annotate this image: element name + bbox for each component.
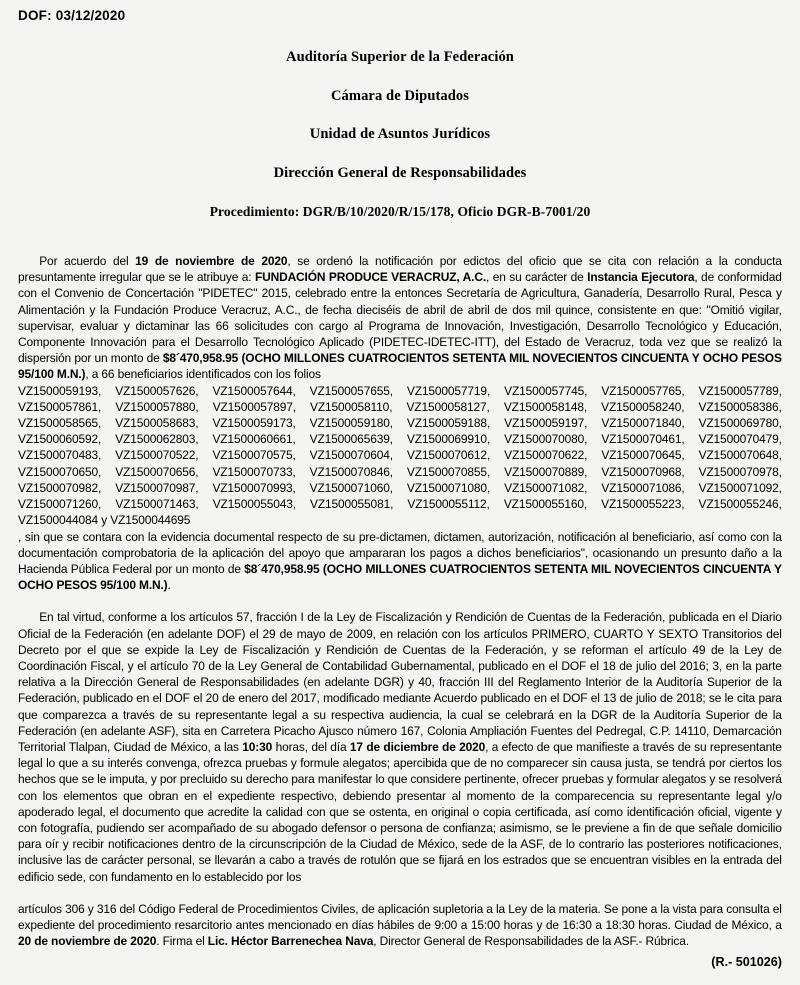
heading-line-directorate: Dirección General de Responsabilidades <box>273 164 527 181</box>
folio-number: VZ1500060661 <box>212 432 293 447</box>
folio-number: VZ1500070522 <box>115 448 196 463</box>
folio-number: VZ1500070855 <box>406 464 487 479</box>
folio-number: VZ1500070733 <box>212 464 293 479</box>
folio-number: VZ1500055112 <box>407 497 487 512</box>
folio-number: VZ1500071260 <box>18 497 99 512</box>
p2-hearing-time: 10:30 <box>242 739 273 754</box>
folio-number: VZ1500055246 <box>698 497 779 512</box>
folio-number: VZ1500070604 <box>309 448 390 463</box>
p2-seg-2: horas, del día <box>272 739 350 754</box>
folio-number: VZ1500070846 <box>309 464 390 479</box>
p1-role-instancia-ejecutora: Instancia Ejecutora <box>587 270 695 285</box>
folio-number: VZ1500071086 <box>601 480 682 495</box>
folio-number: VZ1500070080 <box>504 432 585 447</box>
folio-number: VZ1500059197 <box>504 416 585 431</box>
p3-seg-1: artículos 306 y 316 del Código Federal de Procedimientos Civiles, de aplicación supletoria a la Ley de la materia. Se pone a la vista para consulta el expediente del procedimiento resarcitorio antes mencionado en días hábiles de 9:00 a 15:00 horas y de 16:30 a 18:30 horas. Ciudad de México, a <box>18 901 782 932</box>
folio-number: VZ1500070612 <box>406 448 487 463</box>
p2-seg-3: , a efecto de que manifieste a través de su representante legal lo que a su interés convenga, ofrezca pruebas y formule alegatos; apercibida que de no comparecer sin causa justa, se tendrá por ciertos los hechos que se le imputa, y por precluido su derecho para manifestar lo que considere pertinente, ofrecer pruebas y formular alegatos y se resolverá con los elementos que obran en el expediente respectivo, debiendo presentar al momento de la comparecencia su representante legal y/o apoderado legal, el documento que acredite la calidad con que se ostenta, en original o copia certificada, así como identificación oficial, vigente y con fotografía, pudiendo ser acompañado de su abogado defensor o persona de confianza; asimismo, se le previene a fin de que señale domicilio para oír y recibir notificaciones dentro de la circunscripción de la Ciudad de México, sede de la ASF, de lo contrario las posteriores notificaciones, inclusive las de carácter personal, se llevarán a cabo a través de rotulón que se fijará en los estrados que se encuentran visibles en la entrada del edificio sede, con fundamento en lo establecido por los <box>18 739 782 884</box>
p3-seg-2: . Firma el <box>156 934 208 949</box>
folio-number: VZ1500055223 <box>601 497 682 512</box>
document-heading-block <box>18 49 782 219</box>
folio-number: VZ1500057626 <box>115 383 196 398</box>
folio-number: VZ1500058148 <box>503 399 584 414</box>
folio-number: VZ1500070479 <box>698 432 779 447</box>
folio-number: VZ1500057644 <box>212 383 293 398</box>
folio-number: VZ1500057897 <box>212 399 293 414</box>
folio-number: VZ1500071463 <box>115 497 196 512</box>
folio-number: VZ1500057861 <box>18 399 99 414</box>
paragraph-fundamento-legal <box>18 609 782 884</box>
folio-number: VZ1500070978 <box>698 464 779 479</box>
folio-number: VZ1500058565 <box>18 416 99 431</box>
folio-number: VZ1500071840 <box>601 416 682 431</box>
heading-line-unit: Unidad de Asuntos Jurídicos <box>309 126 491 143</box>
folio-number: VZ1500070656 <box>115 464 196 479</box>
p1-amount-dispersion: $8´470,958.95 (OCHO MILLONES CUATROCIENTOS SETENTA MIL NOVECIENTOS CINCUENTA Y OCHO PESOS 95/100 M.N.) <box>18 351 782 382</box>
folio-number: VZ1500059173 <box>212 416 293 431</box>
folio-number: VZ1500070982 <box>18 480 99 495</box>
folio-number: VZ1500071092 <box>698 480 779 495</box>
folio-number: VZ1500055081 <box>310 497 391 512</box>
p3-signatory-name: Lic. Héctor Barrenechea Nava <box>207 934 374 949</box>
p1-seg-7: . <box>167 578 171 593</box>
p3-seg-3: , Director General de Responsabilidades de la ASF.- Rúbrica. <box>373 934 689 949</box>
folio-number: VZ1500055043 <box>212 497 293 512</box>
folio-number: VZ1500058683 <box>115 416 196 431</box>
folio-number: VZ1500044084 <box>18 513 99 528</box>
folio-number: VZ1500069780 <box>698 416 779 431</box>
folio-number: VZ1500070461 <box>601 432 682 447</box>
folio-number: VZ1500070575 <box>212 448 293 463</box>
folio-number: VZ1500059188 <box>406 416 487 431</box>
folio-number: VZ1500058110 <box>310 399 390 414</box>
document-body <box>18 253 782 949</box>
p1-seg-5: , a 66 beneficiarios identificados con los folios <box>85 367 321 382</box>
dof-date-stamp: DOF: 03/12/2020 <box>18 8 126 23</box>
publication-reference-code: (R.- 501026) <box>711 955 782 969</box>
heading-line-institution: Auditoría Superior de la Federación <box>286 48 514 65</box>
p1-seg-1: Por acuerdo del <box>39 254 136 269</box>
folio-list: VZ1500059193, VZ1500057626, VZ1500057644, VZ1500057655, VZ1500057719, VZ1500057745, VZ1500057765, VZ1500057789, VZ1500057861, VZ1500057880, VZ1500057897, VZ1500058110, VZ1500058127, VZ1500058148, VZ1500058240, VZ1500058386, VZ1500058565, VZ1500058683, VZ1500059173, VZ1500059180, VZ1500059188, VZ1500059197, VZ1500071840, VZ1500069780, VZ1500060592, VZ1500062803, VZ1500060661, VZ1500065639, VZ1500069910, VZ1500070080, VZ1500070461, VZ1500070479, VZ1500070483, VZ1500070522, VZ1500070575, VZ1500070604, VZ1500070612, VZ1500070622, VZ1500070645, VZ1500070648, VZ1500070650, VZ1500070656, VZ1500070733, VZ1500070846, VZ1500070855, VZ1500070889, VZ1500070968, VZ1500070978, VZ1500070982, VZ1500070987, VZ1500070993, VZ1500071060, VZ1500071080, VZ1500071082, VZ1500071086, VZ1500071092, VZ1500071260, VZ1500071463, VZ1500055043, VZ1500055081, VZ1500055112, VZ1500055160, VZ1500055223, VZ1500055246, VZ1500044084 y VZ1500044695 <box>18 383 782 528</box>
folio-number: VZ1500070645 <box>601 448 682 463</box>
paragraph-acuerdo <box>18 253 782 593</box>
folio-number: VZ1500071082 <box>504 480 585 495</box>
folio-number: VZ1500070622 <box>504 448 585 463</box>
folio-number: VZ1500055160 <box>503 497 584 512</box>
folio-number: VZ1500058127 <box>406 399 487 414</box>
p1-amount-damage: $8´470,958.95 (OCHO MILLONES CUATROCIENTOS SETENTA MIL NOVECIENTOS CINCUENTA Y OCHO PESOS 95/100 M.N.) <box>18 561 782 593</box>
p1-seg-3: , en su carácter de <box>486 270 588 285</box>
folio-number: VZ1500060592 <box>18 432 99 447</box>
p1-seg-2: , se ordenó la notificación por edictos del oficio que se cita con relación a la conducta presuntamente irregular que se le atribuye a: <box>18 254 782 285</box>
p2-seg-1: En tal virtud, conforme a los artículos 57, fracción I de la Ley de Fiscalización y Rendición de Cuentas de la Federación, publicada en el Diario Oficial de la Federación (en adelante DOF) el 29 de mayo de 2009, en relación con los artículos PRIMERO, CUARTO Y SEXTO Transitorios del Decreto por el que se expide la Ley de Fiscalización y Rendición de Cuentas de la Federación, y se reforman el artículo 49 de la Ley de Coordinación Fiscal, y el artículo 70 de la Ley General de Contabilidad Gubernamental, publicado en el DOF el 18 de julio del 2016; 3, en la parte relativa a la Dirección General de Responsabilidades (en adelante DGR) y 40, fracción III del Reglamento Interior de la Auditoría Superior de la Federación, publicado en el DOF el 20 de enero del 2017, modificado mediante Acuerdo publicado en el DOF el 13 de julio de 2018; se le cita para que comparezca a través de su representante legal a su respectiva audiencia, la cual se celebrará en la DGR de la Auditoría Superior de la Federación (en adelante ASF), sita en Carretera Picacho Ajusco número 167, Colonia Ampliación Fuentes del Pedregal, C.P. 14110, Demarcación Territorial Tlalpan, Ciudad de México, a las <box>18 610 782 754</box>
paragraph-cierre <box>18 901 782 950</box>
folio-number: VZ1500062803 <box>115 432 196 447</box>
folio-number: VZ1500057719 <box>406 383 487 398</box>
folio-number: VZ1500058386 <box>698 399 779 414</box>
folio-number: VZ1500065639 <box>309 432 390 447</box>
folio-number: VZ1500057655 <box>309 383 390 398</box>
p3-signature-date: 20 de noviembre de 2020 <box>18 934 157 949</box>
folio-number: VZ1500059180 <box>309 416 390 431</box>
folio-number: VZ1500057745 <box>504 383 585 398</box>
p1-seg-6: , sin que se contara con la evidencia documental respecto de su pre-dictamen, dictamen, autorización, notificación al beneficiario, así como con la documentación comprobatoria de la aplicación del apoyo que ampararan los pagos a dichos beneficiarios", ocasionando un presunto daño a la Hacienda Pública Federal por un monto de <box>18 529 782 576</box>
folio-number: VZ1500070968 <box>601 464 682 479</box>
folio-number: VZ1500044695 <box>110 513 191 528</box>
folio-number: VZ1500059193 <box>18 383 99 398</box>
p1-entity-name: FUNDACIÓN PRODUCE VERACRUZ, A.C. <box>254 270 487 285</box>
folio-number: VZ1500058240 <box>601 399 682 414</box>
folio-number: VZ1500070889 <box>504 464 585 479</box>
folio-number: VZ1500071060 <box>309 480 390 495</box>
folio-number: VZ1500057880 <box>115 399 196 414</box>
folio-number: VZ1500057789 <box>698 383 779 398</box>
folio-number: VZ1500070648 <box>698 448 779 463</box>
folio-number: VZ1500070987 <box>115 480 196 495</box>
heading-line-chamber: Cámara de Diputados <box>330 87 470 104</box>
p1-seg-4: , de conformidad con el Convenio de Concertación "PIDETEC" 2015, celebrado entre la entonces Secretaría de Agricultura, Ganadería, Desarrollo Rural, Pesca y Alimentación y la Fundación Produce Veracruz, A.C., de fecha dieciséis de abril de abril de dos mil quince, consistente en que: "Omitió vigilar, supervisar, evaluar y dictaminar las 66 solicitudes con cargo al Programa de Innovación, Investigación, Desarrollo Tecnológico y Educación, Componente Innovación para el Desarrollo Tecnológico Aplicado (PIDETEC-IDETEC-ITT), del Estado de Veracruz, toda vez que se realizó la dispersión por un monto de <box>18 270 782 366</box>
folio-number: VZ1500069910 <box>406 432 487 447</box>
folio-number: VZ1500057765 <box>601 383 682 398</box>
folio-number: VZ1500070650 <box>18 464 99 479</box>
folio-number: VZ1500071080 <box>406 480 487 495</box>
folio-number: VZ1500070483 <box>18 448 99 463</box>
p2-hearing-date: 17 de diciembre de 2020 <box>349 739 486 754</box>
heading-line-procedimiento: Procedimiento: DGR/B/10/2020/R/15/178, Oficio DGR-B-7001/20 <box>209 203 591 219</box>
p1-date-acuerdo: 19 de noviembre de 2020 <box>135 254 288 269</box>
folio-number: VZ1500070993 <box>212 480 293 495</box>
